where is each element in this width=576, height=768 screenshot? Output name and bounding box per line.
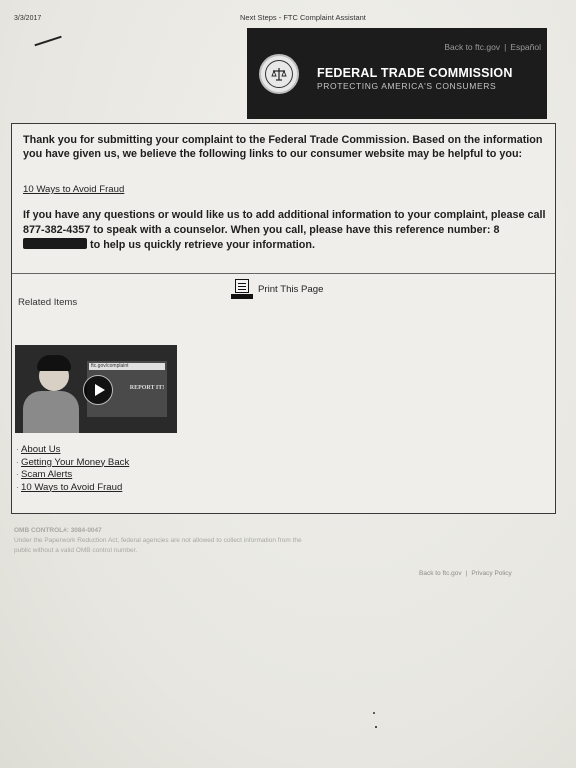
list-item [16,469,129,482]
print-page-label: Print This Page [258,283,324,295]
next-steps-content-box [11,123,556,514]
cartoon-hair [37,355,71,371]
section-divider [12,273,555,274]
bullet-icon: · [16,482,19,492]
paper-speck [375,726,377,728]
scam-alerts-link[interactable]: Scam Alerts [21,469,73,480]
questions-text [23,208,551,253]
report-it-text: REPORT IT! [129,385,165,391]
redacted-reference-number [23,238,87,249]
agency-name: FEDERAL TRADE COMMISSION [317,66,513,80]
omb-notice [14,526,314,556]
cartoon-body [23,391,79,433]
related-items-heading: Related Items [18,297,78,308]
intro-text: Thank you for submitting your complaint to the Federal Trade Commission. Based on the information you have given us, we believe the following links to our consumer website may be helpful to you: [23,134,543,160]
header-top-links [444,42,541,52]
print-page-button[interactable] [231,279,323,299]
privacy-policy-link[interactable]: Privacy Policy [471,570,512,577]
footer-separator: | [465,570,468,577]
agency-tagline: PROTECTING AMERICA'S CONSUMERS [317,81,497,91]
printer-icon [231,279,253,299]
seal-inner-ring [265,60,293,88]
questions-text-after: to help us quickly retrieve your information. [87,239,315,251]
back-to-ftc-link[interactable]: Back to ftc.gov [444,42,501,52]
footer-links [419,570,512,577]
money-back-link[interactable]: Getting Your Money Back [21,456,130,468]
print-date: 3/3/2017 [14,15,42,22]
bullet-icon: · [16,470,19,479]
pen-mark [34,36,61,46]
ftc-header-banner [247,28,547,119]
complaint-video-thumbnail[interactable] [15,345,177,433]
play-icon[interactable] [83,375,113,405]
bullet-icon: · [16,457,19,467]
avoid-fraud-link-2[interactable]: 10 Ways to Avoid Fraud [21,481,123,493]
related-links-list [16,444,129,494]
print-page-title: Next Steps - FTC Complaint Assistant [240,13,366,22]
questions-text-before: If you have any questions or would like us to add additional information to your complaint, please call 877-382-4357 to speak with a counselor. When you call, please have this reference number: 8 [23,209,546,236]
video-url-text: ftc.gov/complaint [89,363,165,370]
list-item [16,457,129,470]
ftc-seal-icon [259,54,299,94]
paper-speck [373,712,375,714]
omb-notice-text: Under the Paperwork Reduction Act, federal agencies are not allowed to collect information from the public without a valid OMB control number. [14,537,302,554]
about-us-link[interactable]: About Us [21,444,61,455]
bullet-icon: · [16,445,19,454]
omb-control-number: OMB CONTROL#: 3084-0047 [14,527,102,534]
list-item [16,444,129,457]
footer-back-to-ftc-link[interactable]: Back to ftc.gov [419,570,462,577]
scales-icon [271,67,287,81]
avoid-fraud-link[interactable]: 10 Ways to Avoid Fraud [23,184,125,195]
link-separator: | [504,42,507,52]
espanol-link[interactable]: Español [510,42,541,52]
list-item [16,482,129,495]
